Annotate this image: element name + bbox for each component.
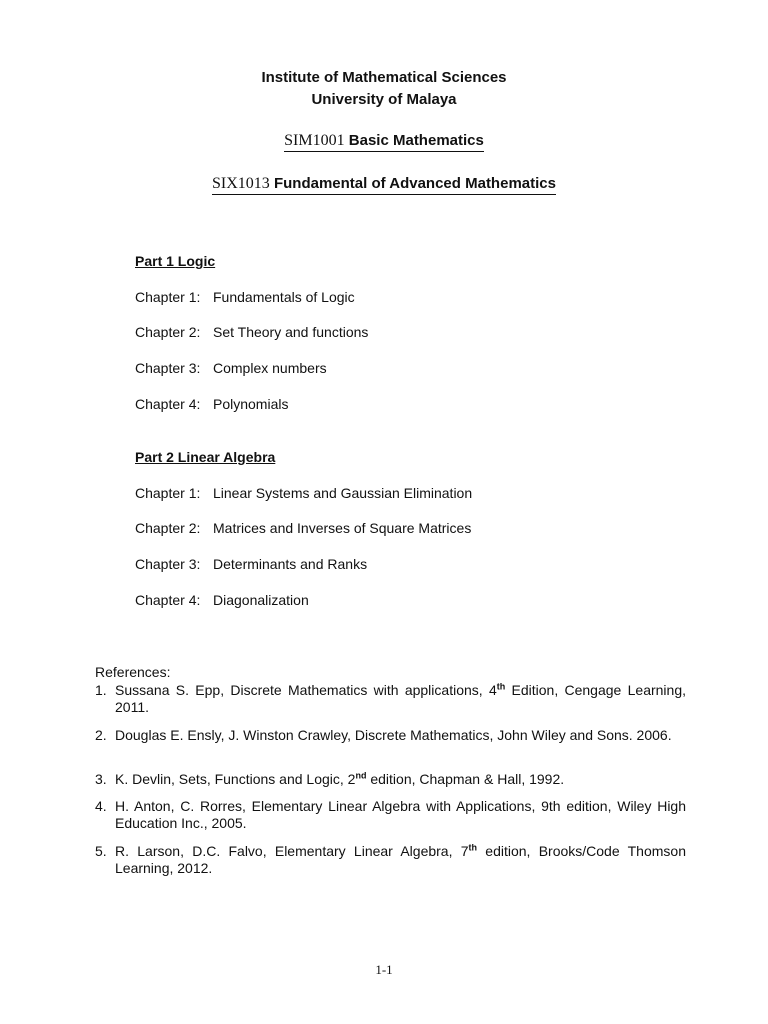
chapter-item: Chapter 4: Diagonalization — [135, 592, 309, 608]
reference-item: 2. Douglas E. Ensly, J. Winston Crawley, Discrete Mathematics, John Wiley and Sons. 2006. — [95, 727, 672, 743]
chapter-item: Chapter 4: Polynomials — [135, 396, 289, 412]
institute-name: Institute of Mathematical Sciences — [261, 69, 507, 86]
course-title: Basic Mathematics — [348, 132, 484, 149]
university-name: University of Malaya — [311, 91, 457, 108]
institution-header — [0, 67, 768, 111]
page-number: 1-1 — [375, 962, 393, 977]
course-heading-1 — [0, 132, 768, 152]
reference-item: 5. R. Larson, D.C. Falvo, Elementary Linear Algebra, 7th edition, Brooks/Code Thomson Learning, 2012. — [95, 842, 686, 876]
reference-item: 4. H. Anton, C. Rorres, Elementary Linear Algebra with Applications, 9th edition, Wiley High Education Inc., 2005. — [95, 798, 686, 831]
chapter-item: Chapter 1: Linear Systems and Gaussian Elimination — [135, 485, 473, 501]
course-code: SIM1001 — [284, 132, 345, 149]
course-code: SIX1013 — [212, 175, 270, 192]
chapter-item: Chapter 2: Set Theory and functions — [135, 324, 369, 340]
part-2-heading: Part 2 Linear Algebra — [135, 449, 276, 465]
references-title: References: — [95, 664, 171, 680]
chapter-item: Chapter 2: Matrices and Inverses of Square Matrices — [135, 520, 472, 536]
course-title: Fundamental of Advanced Mathematics — [273, 175, 556, 192]
chapter-item: Chapter 3: Determinants and Ranks — [135, 556, 368, 572]
chapter-item: Chapter 3: Complex numbers — [135, 360, 327, 376]
part-1-heading: Part 1 Logic — [135, 253, 216, 269]
reference-item: 3. K. Devlin, Sets, Functions and Logic, 2nd edition, Chapman & Hall, 1992. — [95, 770, 565, 787]
reference-item: 1. Sussana S. Epp, Discrete Mathematics with applications, 4th Edition, Cengage Learning, 2011. — [95, 681, 686, 715]
course-heading-2 — [0, 175, 768, 195]
chapter-item: Chapter 1: Fundamentals of Logic — [135, 289, 355, 305]
